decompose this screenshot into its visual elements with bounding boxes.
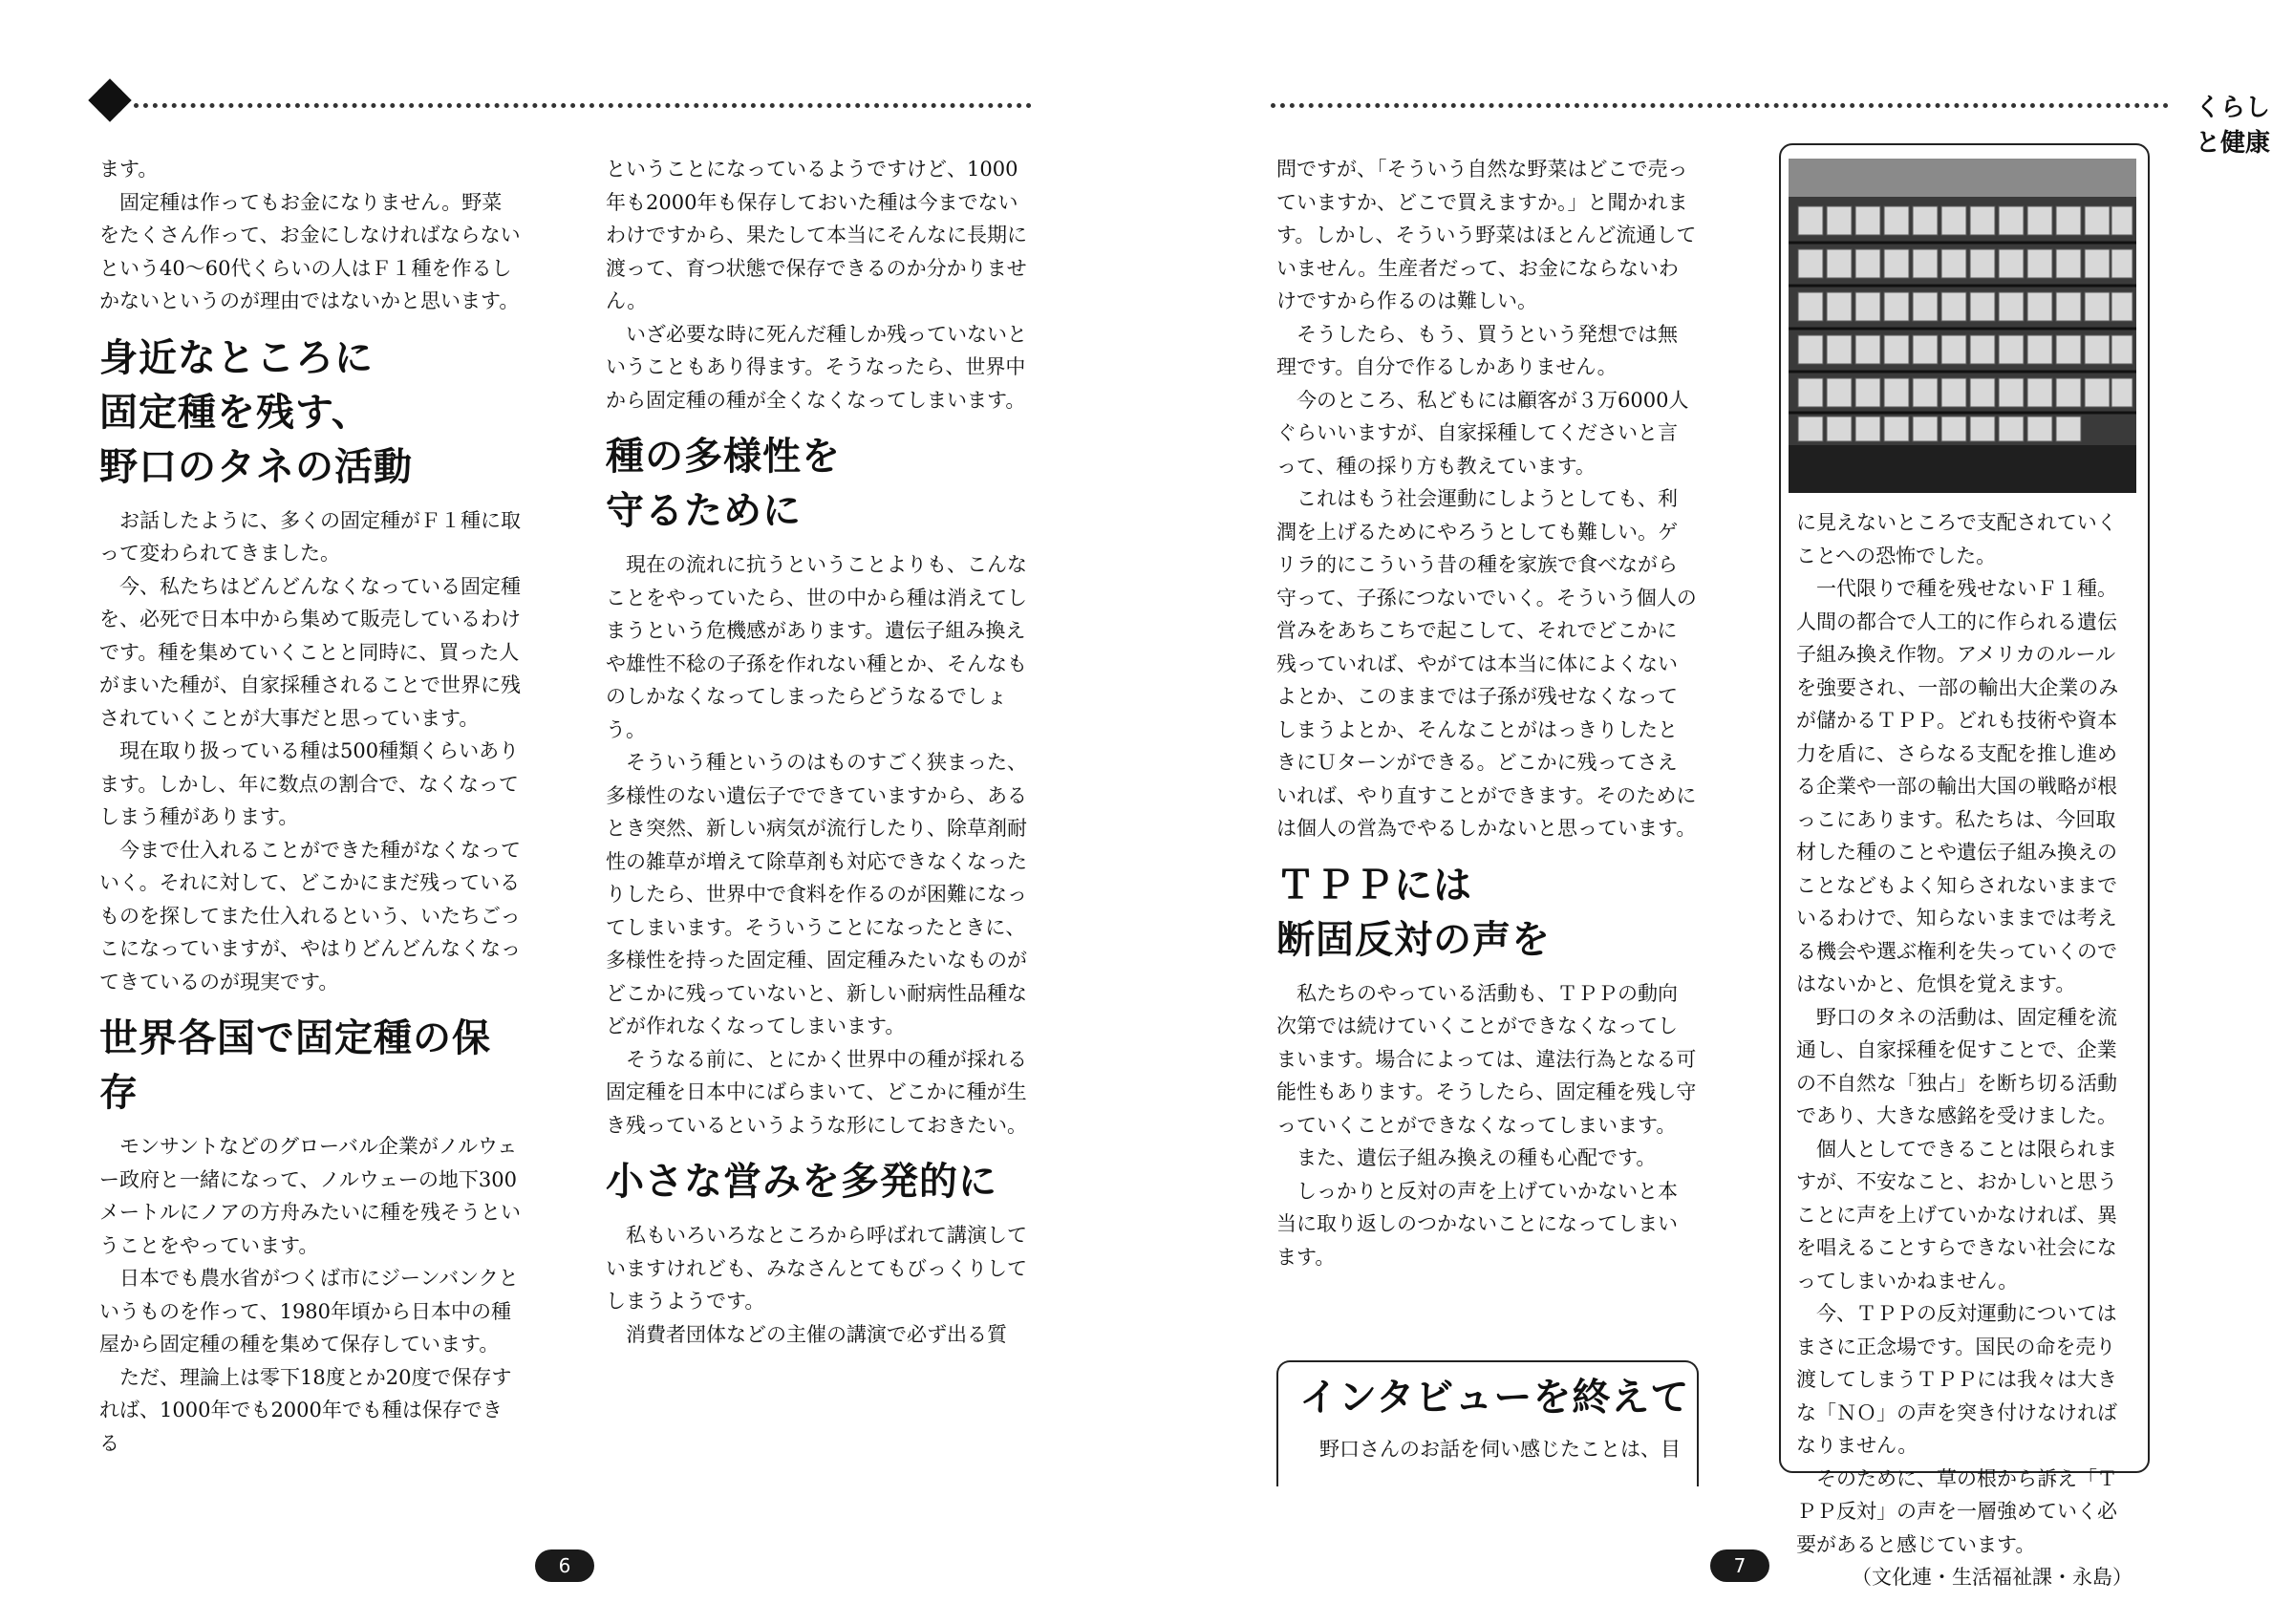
left-column-2 (606, 153, 1028, 1351)
section-heading: 種の多様性を 守るために (606, 435, 841, 533)
paragraph: 私たちのやっている活動も、ＴＰＰの動向次第では続けていくことができなくなってしまいます。場合によっては、違法行為となる可能性もあります。そうしたら、固定種を残し守っていくことができなくなってしまいます。 (1276, 981, 1697, 1137)
paragraph: 固定種は作ってもお金になりません。野菜をたくさん作って、お金にしなければならないという40～60代くらいの人はＦ１種を作るしかないというのが理由ではないかと思います。 (99, 190, 521, 312)
paragraph: 今のところ、私どもには顧客が３万6000人ぐらいいますが、自家採種してくださいと言って、種の採り方も教えています。 (1276, 388, 1689, 478)
paragraph: しっかりと反対の声を上げていかないと本当に取り返しのつかないことになってしまいます。 (1276, 1179, 1678, 1269)
paragraph: 問ですが、「そういう自然な野菜はどこで売っていますか、どこで買えますか。」と聞かれます。しかし、そういう野菜はほとんど流通していません。生産者だって、お金にならないわけですから作るのは難しい。 (1276, 158, 1697, 312)
paragraph: に見えないところで支配されていくことへの恐怖でした。 (1796, 511, 2117, 567)
section-heading: 小さな営みを多発的に (606, 1160, 997, 1204)
paragraph: 今、私たちはどんどんなくなっている固定種を、必死で日本中から集めて販売しているわけです。種を集めていくことと同時に、買った人がまいた種が、自家採種されることで世界に残されていくことが大事だと思っています。 (99, 574, 521, 730)
paragraph: 現在取り扱っている種は500種類くらいあります。しかし、年に数点の割合で、なくなってしまう種があります。 (99, 739, 520, 828)
paragraph: また、遺伝子組み換えの種も心配です。 (1297, 1146, 1657, 1169)
right-column-2 (1796, 506, 2132, 1594)
paragraph: ます。 (99, 158, 159, 181)
page-number: 6 (535, 1549, 594, 1582)
paragraph: これはもう社会運動にしようとしても、利潤を上げるためにやろうとしても難しい。ゲリラ的にこういう昔の種を家族で食べながら守って、子孫につないでいく。そういう個人の営みをあちこちで起こして、それでどこかに残っていれば、やがては本当に体によくないよとか、このままでは子孫が残せなくなってしまうよとか、そんなことがはっきりしたときにＵターンができる。どこかに残ってさえいれば、やり直すことができます。そのためには個人の営為でやるしかないと思っています。 (1276, 487, 1697, 840)
paragraph: 日本でも農水省がつくば市にジーンバンクというものを作って、1980年頃から日本中の種屋から固定種の種を集めて保存しています。 (99, 1267, 519, 1356)
paragraph: ということになっているようですけど、1000年も2000年も保存しておいた種は今までないわけですから、果たして本当にそんなに長期に渡って、育つ状態で保存できるのか分かりません。 (606, 158, 1027, 312)
paragraph: そうなる前に、とにかく世界中の種が採れる固定種を日本中にばらまいて、どこかに種が生き残っているというような形にしておきたい。 (606, 1047, 1027, 1137)
header-dotted-rule (1271, 103, 2169, 108)
header-dotted-rule (134, 103, 1032, 108)
section-title: くらしと健康 (2196, 94, 2271, 158)
paragraph: モンサントなどのグローバル企業がノルウェー政府と一緒になって、ノルウェーの地下300メートルにノアの方舟みたいに種を残そうということをやっています。 (99, 1135, 521, 1257)
paragraph: 一代限りで種を残せないＦ１種。人間の都合で人工的に作られる遺伝子組み換え作物。アメリカのルールを強要され、一部の輸出大企業のみが儲かるＴＰＰ。どれも技術や資本力を盾に、さらなる支配を推し進める企業や一部の輸出大国の戦略が根っこにあります。私たちは、今回取材した種のことや遺伝子組み換えのことなどもよく知らされないままでいるわけで、知らないままでは考える機会や選ぶ権利を失っていくのではないかと、危惧を覚えます。 (1796, 577, 2119, 995)
paragraph: お話したように、多くの固定種がＦ１種に取って変わられてきました。 (99, 508, 521, 565)
left-page (0, 0, 1146, 1624)
paragraph: 消費者団体などの主催の講演で必ず出る質 (626, 1322, 1007, 1346)
section-heading: 世界各国で固定種の保存 (99, 1016, 491, 1115)
paragraph: 野口さんのお話を伺い感じたことは、目 (1319, 1438, 1681, 1461)
left-column-1 (99, 153, 522, 1460)
signature: （文化連・生活福祉課・永島） (1852, 1566, 2132, 1589)
paragraph: いざ必要な時に死んだ種しか残っていないということもあり得ます。そうなったら、世界中から固定種の種が全くなくなってしまいます。 (606, 322, 1027, 412)
right-column-1 (1276, 153, 1697, 1273)
interview-afterword-box (1276, 1360, 1699, 1486)
paragraph: 今、ＴＰＰの反対運動についてはまさに正念場です。国民の命を売り渡してしまうＴＰＰには我々は大きな「ＮＯ」の声を突き付けなければなりません。 (1796, 1302, 2117, 1457)
seed-packets-image (1789, 159, 2136, 493)
paragraph: そうしたら、もう、買うという発想では無理です。自分で作るしかありません。 (1276, 322, 1678, 378)
section-heading: 身近なところに 固定種を残す、 野口のタネの活動 (99, 335, 413, 489)
page-number: 7 (1710, 1549, 1769, 1582)
paragraph: そのために、草の根から訴え「ＴＰＰ反対」の声を一層強めていく必要があると感じています。 (1796, 1466, 2117, 1556)
paragraph: 現在の流れに抗うということよりも、こんなことをやっていたら、世の中から種は消えてしまうという危機感があります。遺伝子組み換えや雄性不稔の子孫を作れない種とか、そんなものしかなくなってしまったらどうなるでしょう。 (606, 553, 1027, 741)
afterword-title: インタビューを終えて (1299, 1376, 1690, 1420)
seed-shelf-photo (1789, 159, 2136, 493)
paragraph: 野口のタネの活動は、固定種を流通し、自家採種を促すことで、企業の不自然な「独占」を断ち切る活動であり、大きな感銘を受けました。 (1796, 1005, 2117, 1127)
section-heading: ＴＰＰには 断固反対の声を (1276, 863, 1551, 962)
paragraph: 私もいろいろなところから呼ばれて講演していますけれども、みなさんとてもびっくりしてしまうようです。 (606, 1224, 1027, 1313)
paragraph: 今まで仕入れることができた種がなくなっていく。それに対して、どこかにまだ残っているものを探してまた仕入れるという、いたちごっこになっていますが、やはりどんどんなくなってきているのが現実です。 (99, 838, 521, 994)
paragraph: そういう種というのはものすごく狭まった、多様性のない遺伝子でできていますから、あるとき突然、新しい病気が流行したり、除草剤耐性の雑草が増えて除草剤も対応できなくなったりしたら、世界中で食料を作るのが困難になってしまいます。そういうことになったときに、多様性を持った固定種、固定種みたいなものがどこかに残っていないと、新しい耐病性品種などが作れなくなってしまいます。 (606, 751, 1027, 1037)
paragraph: 個人としてできることは限られますが、不安なこと、おかしいと思うことに声を上げていかなければ、異を唱えることすらできない社会になってしまいかねません。 (1796, 1137, 2117, 1293)
paragraph: ただ、理論上は零下18度とか20度で保存すれば、1000年でも2000年でも種は保存できる (99, 1365, 512, 1455)
